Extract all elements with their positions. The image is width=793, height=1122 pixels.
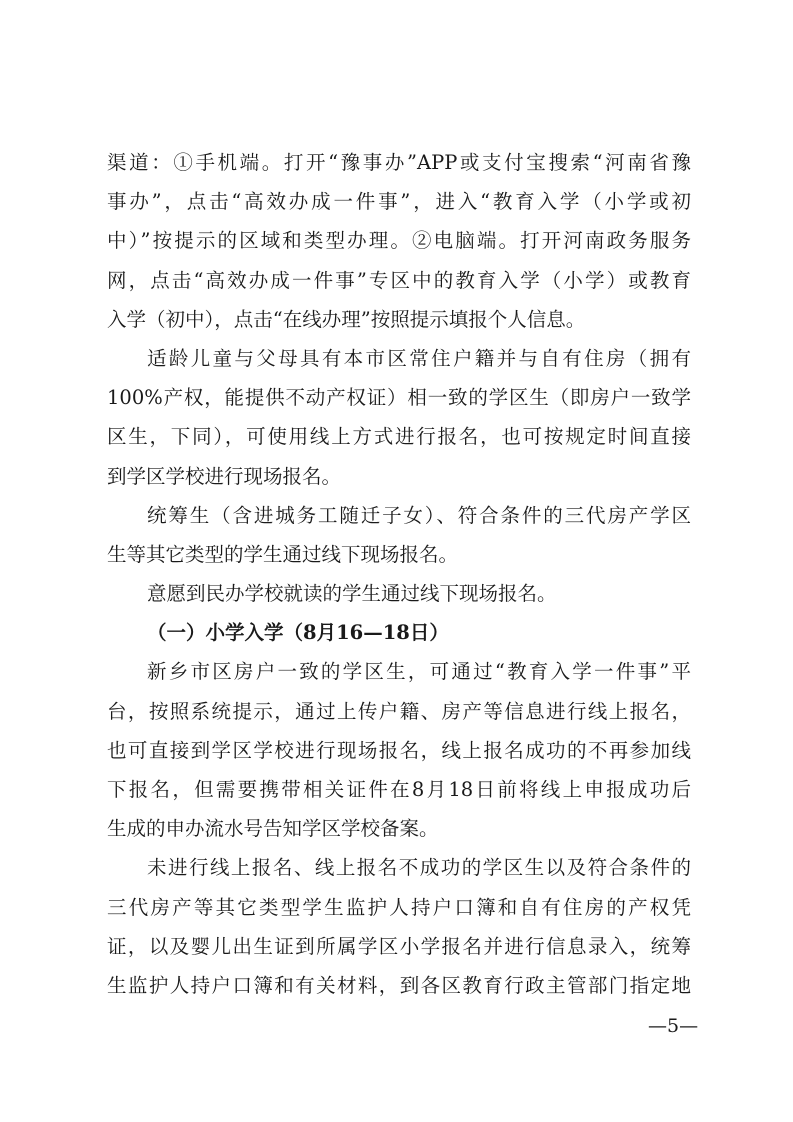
text-line: 统筹生（含进城务工随迁子女）、符合条件的三代房产学区 xyxy=(147,503,691,527)
text-line: 生等其它类型的学生通过线下现场报名。 xyxy=(107,542,459,566)
text-line: 未进行线上报名、线上报名不成功的学区生以及符合条件的 xyxy=(147,856,691,880)
text-line: 生成的申办流水号告知学区学校备案。 xyxy=(107,817,439,841)
page-number: —5— xyxy=(648,1015,699,1037)
body-text xyxy=(107,143,691,1005)
text-line: 意愿到民办学校就读的学生通过线下现场报名。 xyxy=(147,582,557,606)
text-line: 下报名，但需要携带相关证件在8月18日前将线上申报成功后 xyxy=(107,778,691,801)
text-line: 新乡市区房户一致的学区生，可通过“教育入学一件事”平 xyxy=(147,660,691,684)
text-line: 事办”，点击“高效办成一件事”，进入“教育入学（小学或初 xyxy=(107,190,691,214)
text-line: 台，按照系统提示，通过上传户籍、房产等信息进行线上报名， xyxy=(107,699,691,723)
text-line: 也可直接到学区学校进行现场报名，线上报名成功的不再参加线 xyxy=(107,738,691,762)
text-line: 区生，下同），可使用线上方式进行报名，也可按规定时间直接 xyxy=(107,425,691,449)
section-heading: （一）小学入学（8月16—18日） xyxy=(147,621,449,645)
text-line: 三代房产等其它类型学生监护人持户口簿和自有住房的产权凭 xyxy=(107,895,691,919)
text-line: 生监护人持户口簿和有关材料，到各区教育行政主管部门指定地 xyxy=(107,973,691,997)
text-line: 100%产权，能提供不动产权证）相一致的学区生（即房户一致学 xyxy=(107,386,691,410)
text-line: 入学（初中），点击“在线办理”按照提示填报个人信息。 xyxy=(107,307,586,331)
text-line: 中）”按提示的区域和类型办理。②电脑端。打开河南政务服务 xyxy=(107,229,691,253)
text-line: 到学区学校进行现场报名。 xyxy=(107,464,342,488)
text-line: 适龄儿童与父母具有本市区常住户籍并与自有住房（拥有 xyxy=(147,346,691,370)
text-line: 渠道：①手机端。打开“豫事办”APP或支付宝搜索“河南省豫 xyxy=(107,151,691,174)
text-line: 证，以及婴儿出生证到所属学区小学报名并进行信息录入，统筹 xyxy=(107,934,691,958)
text-line: 网，点击“高效办成一件事”专区中的教育入学（小学）或教育 xyxy=(107,268,691,292)
